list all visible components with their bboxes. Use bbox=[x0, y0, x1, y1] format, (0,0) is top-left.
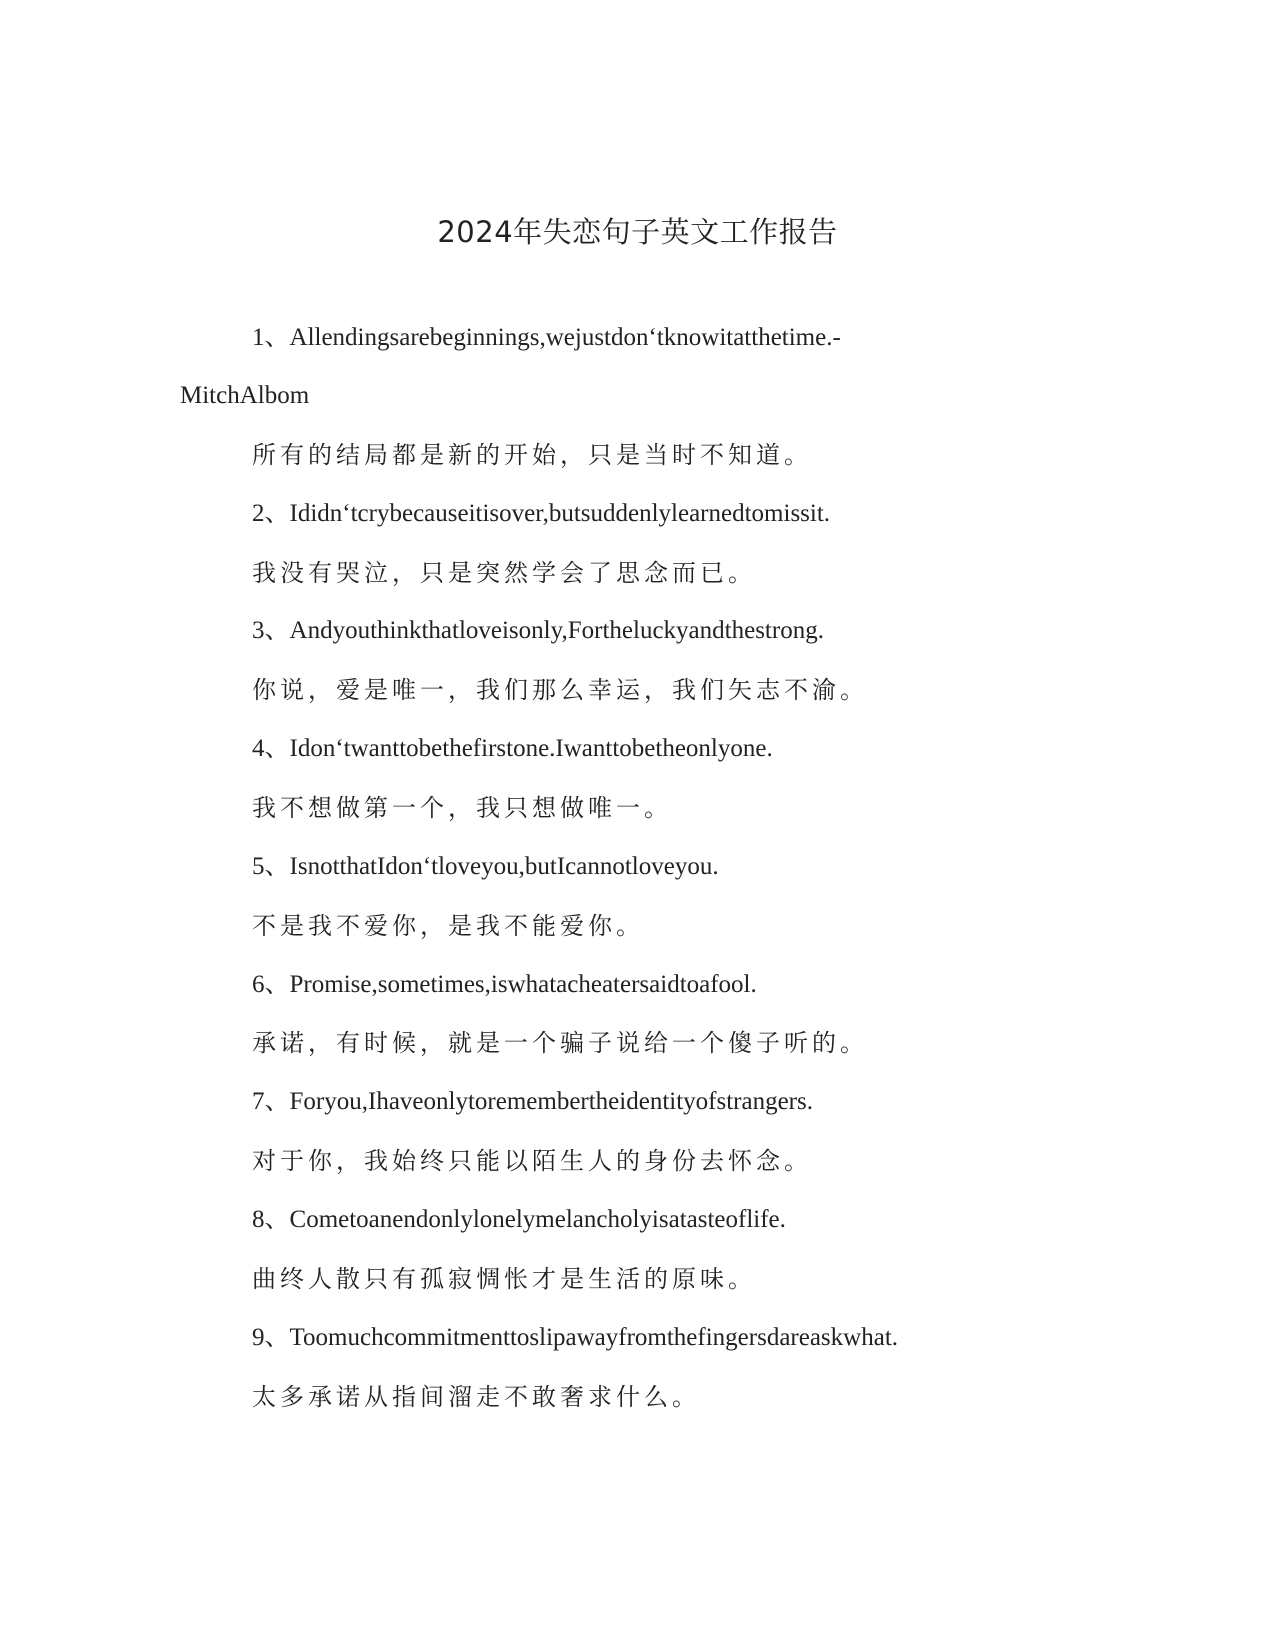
english-sentence: Allendingsarebeginnings,wejustdon‘tknowitatthetime.- bbox=[289, 324, 841, 351]
english-sentence: Ididn‘tcrybecauseitisover,butsuddenlylearnedtomissit. bbox=[289, 500, 831, 527]
english-sentence: Promise,sometimes,iswhatacheatersaidtoafool. bbox=[289, 971, 757, 998]
entry-number: 6、 bbox=[252, 971, 290, 998]
entry-6-english bbox=[252, 967, 757, 1003]
entry-1-english bbox=[252, 320, 841, 356]
entry-9-chinese: 太多承诺从指间溜走不敢奢求什么。 bbox=[252, 1383, 700, 1411]
entry-5-chinese: 不是我不爱你，是我不能爱你。 bbox=[252, 912, 644, 940]
english-sentence: Idon‘twanttobethefirstone.Iwanttobetheonlyone. bbox=[289, 735, 773, 762]
entry-8-english bbox=[252, 1202, 786, 1238]
english-sentence: Andyouthinkthatloveisonly,Fortheluckyandthestrong. bbox=[289, 617, 824, 644]
entry-number: 9、 bbox=[252, 1324, 290, 1351]
entry-number: 4、 bbox=[252, 735, 290, 762]
entry-6-chinese: 承诺，有时候，就是一个骗子说给一个傻子听的。 bbox=[252, 1029, 868, 1057]
document-title: 2024年失恋句子英文工作报告 bbox=[437, 215, 838, 249]
entry-7-chinese: 对于你，我始终只能以陌生人的身份去怀念。 bbox=[252, 1147, 812, 1175]
entry-2-english bbox=[252, 496, 830, 532]
entry-4-english bbox=[252, 731, 773, 767]
entry-2-chinese: 我没有哭泣，只是突然学会了思念而已。 bbox=[252, 559, 756, 587]
entry-3-english bbox=[252, 613, 824, 649]
entry-number: 7、 bbox=[252, 1088, 290, 1115]
entry-number: 5、 bbox=[252, 853, 290, 880]
english-sentence: IsnotthatIdon‘tloveyou,butIcannotloveyou. bbox=[289, 853, 719, 880]
entry-1-english-continuation: MitchAlbom bbox=[180, 382, 310, 409]
entry-8-chinese: 曲终人散只有孤寂惆怅才是生活的原味。 bbox=[252, 1265, 756, 1293]
entry-number: 1、 bbox=[252, 324, 290, 351]
english-sentence: Foryou,Ihaveonlytoremembertheidentityofstrangers. bbox=[289, 1088, 813, 1115]
english-sentence: Toomuchcommitmenttoslipawayfromthefingersdareaskwhat. bbox=[289, 1324, 899, 1351]
entry-1-chinese: 所有的结局都是新的开始，只是当时不知道。 bbox=[252, 441, 812, 469]
entry-number: 3、 bbox=[252, 617, 290, 644]
entry-3-chinese: 你说，爱是唯一，我们那么幸运，我们矢志不渝。 bbox=[252, 676, 868, 704]
entry-number: 2、 bbox=[252, 500, 290, 527]
entry-5-english bbox=[252, 849, 719, 885]
entry-number: 8、 bbox=[252, 1206, 290, 1233]
entry-9-english bbox=[252, 1320, 898, 1356]
entry-4-chinese: 我不想做第一个，我只想做唯一。 bbox=[252, 794, 672, 822]
entry-7-english bbox=[252, 1084, 813, 1120]
english-sentence: Cometoanendonlylonelymelancholyisatasteoflife. bbox=[289, 1206, 786, 1233]
